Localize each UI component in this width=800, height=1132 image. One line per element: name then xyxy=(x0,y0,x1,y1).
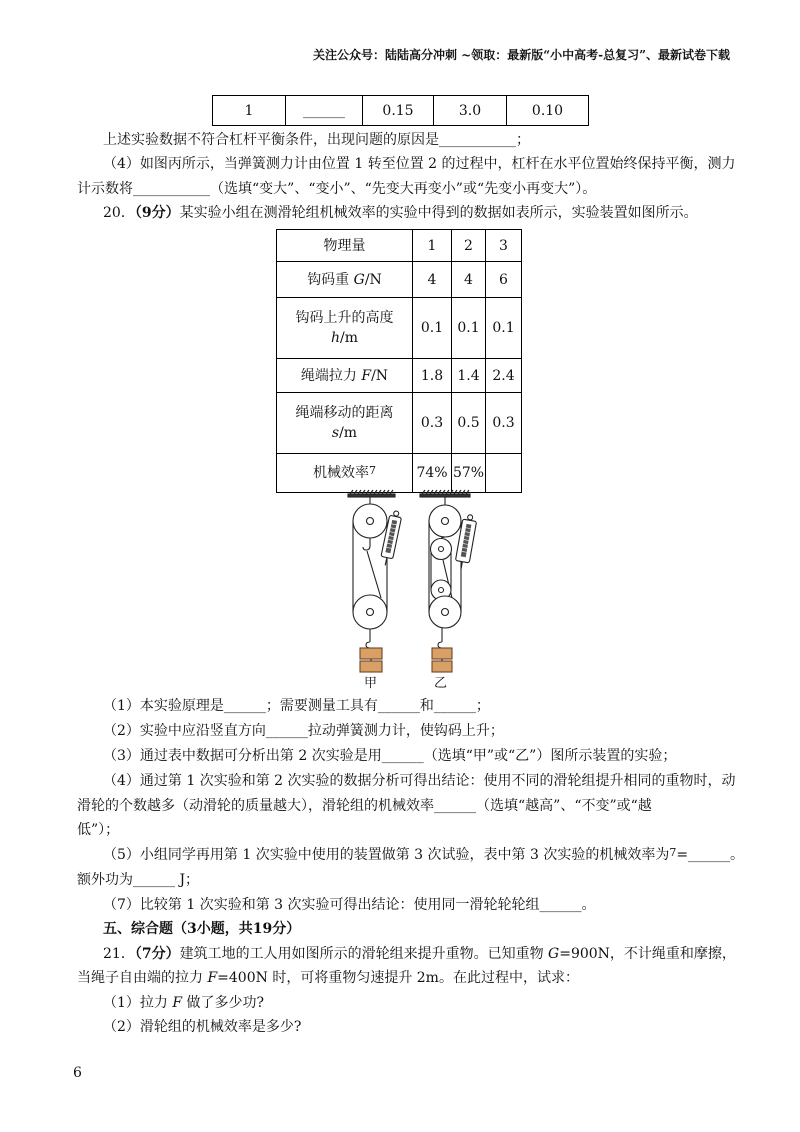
ceiling-hatching xyxy=(422,490,469,494)
q19-part4-line2: 计示数将___________（选填“变大”、“变小”、“先变大再变小”或“先变小再变大”）。 xyxy=(77,181,597,197)
table-cell: 0.10 xyxy=(507,96,589,126)
row-label-text: 钩码重 xyxy=(307,271,354,288)
table-cell: 4 xyxy=(413,262,452,298)
question-text: 当绳子自由端的拉力 xyxy=(77,970,208,986)
ceiling-support xyxy=(420,494,470,497)
table-row xyxy=(277,393,522,454)
row-label-text: 绳端拉力 xyxy=(300,367,362,384)
row-label-variable: h xyxy=(330,330,341,346)
table-cell: 0.1 xyxy=(486,298,522,359)
q20-sub2: （2）实验中应沿竖直方向______拉动弹簧测力计，使钩码上升； xyxy=(103,723,504,739)
row-label-unit: /m xyxy=(339,425,358,441)
question-text: 建筑工地的工人用如图所示的滑轮组来提升重物。已知重物 xyxy=(179,946,549,962)
question-text: （1）拉力 xyxy=(103,995,173,1011)
variable-f: F xyxy=(207,970,218,986)
pulley-system-yi xyxy=(420,490,477,672)
row-label xyxy=(277,298,413,359)
table-cell xyxy=(486,454,522,493)
table-cell: 2.4 xyxy=(486,359,522,393)
fixed-pulley xyxy=(353,504,387,538)
table-cell: 1 xyxy=(213,96,286,126)
table-row xyxy=(277,298,522,359)
variable-f: F xyxy=(172,995,183,1011)
row-label-text: 绳端移动的距离 xyxy=(295,405,394,421)
table-row xyxy=(213,96,589,126)
sub5-text: （5）小组同学再用第 1 次实验中使用的装置做第 3 次试验，表中第 3 次实验的机械效率为 xyxy=(103,847,670,863)
q19-part4-line1: （4）如图丙所示，当弹簧测力计由位置 1 转至位置 2 的过程中，杠杆在水平位置始终保持平衡，测力 xyxy=(103,156,736,172)
q21-stem-line1 xyxy=(103,945,736,963)
question-number: 20． xyxy=(103,205,135,221)
row-label-variable: s xyxy=(331,425,340,441)
figure-label-yi: 乙 xyxy=(434,676,448,691)
table-cell: 74% xyxy=(413,454,452,493)
table-cell: ______ xyxy=(286,96,363,126)
row-label-variable: F xyxy=(361,367,372,384)
table-header-cell: 物理量 xyxy=(277,230,413,262)
q20-sub1: （1）本实验原理是______；需要测量工具有______和______； xyxy=(103,698,490,714)
question-points: （7分） xyxy=(134,946,180,962)
hook-weight xyxy=(432,648,452,659)
fixed-pulley xyxy=(429,505,461,537)
variable-g: G xyxy=(548,946,560,962)
movable-pulley xyxy=(353,595,387,629)
q19-reason-line: 上述实验数据不符合杠杆平衡条件，出现问题的原因是___________； xyxy=(103,132,530,148)
pulley-hook xyxy=(363,538,370,550)
pulley-system-jia xyxy=(348,490,403,672)
hook-weight xyxy=(360,661,382,672)
row-label-variable: G xyxy=(353,271,365,288)
page-number: 6 xyxy=(73,1065,82,1081)
table-cell: 0.1 xyxy=(413,298,452,359)
table-row xyxy=(277,359,522,393)
question-text: 某实验小组在测滑轮组机械效率的实验中得到的数据如表所示，实验装置如图所示。 xyxy=(179,205,698,221)
q20-sub4-line3: 低”）； xyxy=(77,822,120,838)
efficiency-symbol: 7 xyxy=(369,463,376,477)
spring-scale-ring xyxy=(467,514,473,520)
rope xyxy=(367,551,381,598)
sub5-blank: =______。 xyxy=(676,847,745,863)
weight-hook xyxy=(366,642,370,648)
question-points: （9分） xyxy=(134,205,180,221)
pulley-data-table xyxy=(276,229,522,493)
q20-sub4-line1: （4）通过第 1 次实验和第 2 次实验的数据分析可得出结论：使用不同的滑轮组提升相同的重物时，动 xyxy=(103,773,736,789)
table-header-cell: 3 xyxy=(486,230,522,262)
hook-weight xyxy=(432,661,452,672)
table-cell: 6 xyxy=(486,262,522,298)
q20-sub7: （7）比较第 1 次实验和第 3 次实验可得出结论：使用同一滑轮轮轮组______。 xyxy=(103,897,596,913)
table-header-row xyxy=(277,230,522,262)
fixed-pulley-small xyxy=(431,539,452,560)
movable-pulley xyxy=(429,596,461,628)
q21-sub2: （2）滑轮组的机械效率是多少? xyxy=(103,1019,302,1035)
table-header-cell: 1 xyxy=(413,230,452,262)
table-cell: 0.3 xyxy=(486,393,522,454)
row-label-text: 钩码上升的高度 xyxy=(295,310,394,326)
figure-label-jia: 甲 xyxy=(364,676,378,691)
table-cell: 0.1 xyxy=(452,298,486,359)
ceiling-hatching xyxy=(350,490,393,494)
q21-sub1 xyxy=(103,994,264,1012)
row-label xyxy=(277,262,413,298)
table-cell: 4 xyxy=(452,262,486,298)
pulley-apparatus-figure xyxy=(330,486,490,678)
row-label-unit: /N xyxy=(364,271,382,288)
section-title: 五、综合题（3小题，共19分） xyxy=(103,921,301,937)
q20-sub3: （3）通过表中数据可分析出第 2 次实验是用______（选填“甲”或“乙”）图所示装置的实验； xyxy=(103,748,677,764)
efficiency-symbol: 7 xyxy=(669,846,677,859)
row-label xyxy=(277,393,413,454)
weight-hook xyxy=(438,642,442,648)
q20-sub4-line2: 滑轮的个数越多（动滑轮的质量越大），滑轮组的机械效率______（选填“越高”、“不变”或“越 xyxy=(77,798,652,814)
page-header-note: 关注公众号：陆陆高分冲刺 ~领取：最新版“小中高考-总复习”、最新试卷下载 xyxy=(312,48,730,62)
table-cell: 1.4 xyxy=(452,359,486,393)
q20-sub5-line2: 额外功为______ J； xyxy=(77,872,200,888)
question-text: 做了多少功? xyxy=(182,995,265,1011)
row-label xyxy=(277,359,413,393)
question-number: 21． xyxy=(103,946,135,962)
ceiling-support xyxy=(348,494,395,497)
row-label-unit: /m xyxy=(340,330,359,346)
question-text: =900N，不计绳重和摩擦， xyxy=(559,946,736,962)
table-cell: 1.8 xyxy=(413,359,452,393)
table-cell: 3.0 xyxy=(434,96,507,126)
q21-stem-line2 xyxy=(77,969,579,987)
table-cell: 0.15 xyxy=(363,96,434,126)
row-label-unit: /N xyxy=(371,367,389,384)
q20-sub5-line1 xyxy=(103,846,744,865)
row-label-text: 机械效率 xyxy=(313,464,369,481)
hook-weight xyxy=(360,648,382,659)
q20-stem xyxy=(103,204,698,222)
question-text: =400N 时，可将重物匀速提升 2m。在此过程中，试求： xyxy=(217,970,579,986)
lever-data-table xyxy=(212,95,589,126)
table-row xyxy=(277,262,522,298)
table-cell: 0.3 xyxy=(413,393,452,454)
table-cell: 0.5 xyxy=(452,393,486,454)
table-header-cell: 2 xyxy=(452,230,486,262)
table-cell: 57% xyxy=(452,454,486,493)
